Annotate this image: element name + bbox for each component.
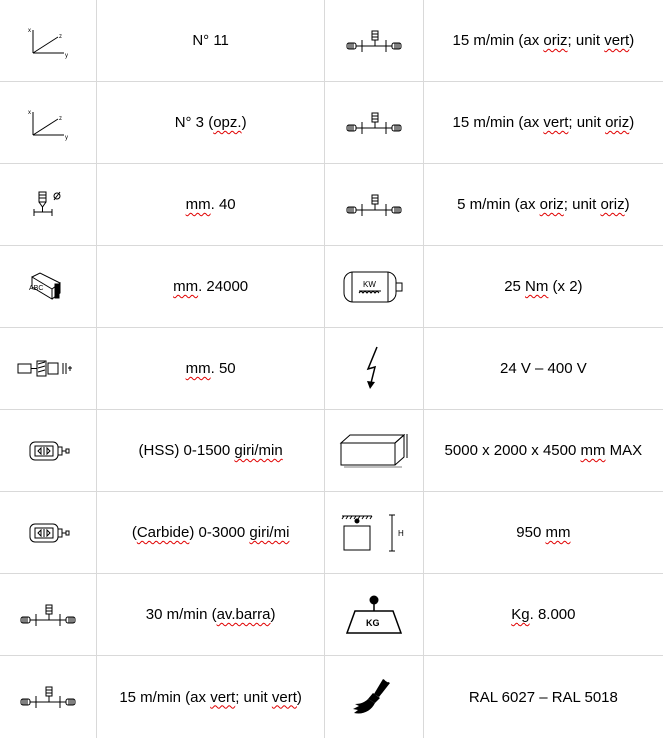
axis-speed-icon <box>344 108 404 138</box>
spindle-motor-icon <box>24 434 72 468</box>
spec-icon-cell <box>325 656 423 739</box>
spec-value: N° 3 (opz.) <box>174 114 247 131</box>
spec-value-cell <box>96 328 325 410</box>
lightning-voltage-icon <box>362 345 386 393</box>
spec-icon-cell <box>0 328 96 410</box>
tapping-icon <box>16 356 80 382</box>
spec-value-cell <box>96 164 325 246</box>
spec-value: 15 m/min (ax oriz; unit vert) <box>452 32 635 49</box>
spec-value-cell <box>96 246 325 328</box>
svg-text:KW: KW <box>363 279 376 289</box>
spec-icon-cell <box>325 574 423 656</box>
spec-value: 5 m/min (ax oriz; unit oriz) <box>457 196 630 213</box>
xyz-axes-icon <box>24 23 72 59</box>
spec-value-cell <box>96 0 325 82</box>
spec-value: mm. 50 <box>185 360 236 377</box>
axis-speed-icon <box>344 26 404 56</box>
table-row <box>0 574 663 656</box>
spec-value-cell <box>96 492 325 574</box>
spec-icon-cell <box>0 246 96 328</box>
spec-icon-cell <box>325 82 423 164</box>
spec-value: (Carbide) 0-3000 giri/mi <box>131 524 290 541</box>
spec-value: (HSS) 0-1500 giri/min <box>138 442 283 459</box>
drill-diameter-icon <box>30 190 66 220</box>
axis-speed-icon <box>18 682 78 712</box>
spec-icon-cell <box>0 410 96 492</box>
spec-value-cell <box>423 246 663 328</box>
spec-value: 15 m/min (ax vert; unit oriz) <box>452 114 635 131</box>
spec-value: 5000 x 2000 x 4500 mm MAX <box>444 442 643 459</box>
table-row <box>0 492 663 574</box>
spec-icon-cell <box>0 656 96 739</box>
spec-value-cell <box>423 328 663 410</box>
axis-speed-icon <box>18 600 78 630</box>
table-row <box>0 410 663 492</box>
spec-icon-cell <box>0 82 96 164</box>
spec-icon-cell <box>325 0 423 82</box>
spec-value: 24 V – 400 V <box>500 360 587 377</box>
table-row <box>0 0 663 82</box>
spec-value: mm. 40 <box>185 196 236 213</box>
svg-text:KG: KG <box>366 617 380 628</box>
spec-icon-cell <box>325 246 423 328</box>
spec-value-cell <box>96 82 325 164</box>
svg-text:ABC: ABC <box>28 284 44 292</box>
spec-value-cell <box>96 410 325 492</box>
spec-value-cell <box>96 574 325 656</box>
spindle-motor-icon <box>24 516 72 550</box>
spec-value: RAL 6027 – RAL 5018 <box>468 688 618 706</box>
spec-value-cell <box>96 656 325 739</box>
spec-icon-cell <box>325 328 423 410</box>
spec-value-cell <box>423 164 663 246</box>
spec-value: 30 m/min (av.barra) <box>145 606 276 623</box>
spec-icon-cell <box>0 492 96 574</box>
spec-value-cell <box>423 82 663 164</box>
axis-speed-icon <box>344 190 404 220</box>
spec-icon-cell <box>0 574 96 656</box>
spec-icon-cell <box>0 0 96 82</box>
spec-value-cell <box>423 0 663 82</box>
paint-brush-icon <box>349 675 399 719</box>
spec-icon-cell <box>0 164 96 246</box>
table-row <box>0 82 663 164</box>
spec-value: N° 11 <box>192 32 229 49</box>
spec-value: mm. 24000 <box>173 278 249 295</box>
spec-icon-cell <box>325 492 423 574</box>
work-volume-box-icon <box>338 431 410 471</box>
table-row <box>0 328 663 410</box>
spec-icon-cell <box>325 164 423 246</box>
profile-length-icon <box>26 271 70 303</box>
spec-value: 15 m/min (ax vert; unit vert) <box>119 688 302 706</box>
spec-value-cell <box>423 492 663 574</box>
xyz-axes-icon <box>24 105 72 141</box>
spec-value-cell <box>423 410 663 492</box>
table-row <box>0 656 663 739</box>
spec-value-cell <box>423 656 663 739</box>
table-row <box>0 164 663 246</box>
kw-motor-icon <box>341 268 407 306</box>
spec-icon-cell <box>325 410 423 492</box>
spec-value: Kg. 8.000 <box>511 606 576 623</box>
working-height-icon <box>340 512 408 554</box>
spec-value-cell <box>423 574 663 656</box>
table-row <box>0 246 663 328</box>
spec-value: 950 mm <box>516 524 571 541</box>
weight-kg-icon <box>343 593 405 637</box>
spec-value: 25 Nm (x 2) <box>504 278 583 295</box>
svg-text:H: H <box>398 528 404 538</box>
